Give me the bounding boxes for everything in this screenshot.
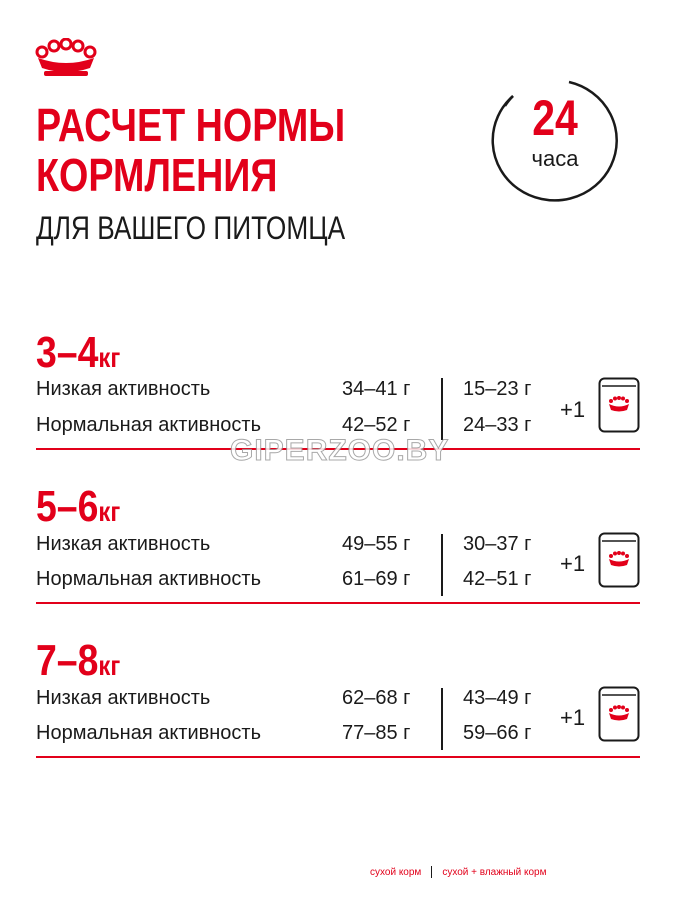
legend-separator bbox=[431, 866, 432, 878]
dry-wet-food-value: 15–23 г bbox=[463, 378, 532, 400]
section-divider bbox=[36, 756, 640, 758]
table-row bbox=[36, 683, 556, 713]
activity-label: Низкая активность bbox=[36, 533, 211, 555]
dry-wet-food-value: 42–51 г bbox=[463, 568, 532, 590]
activity-label: Нормальная активность bbox=[36, 568, 262, 590]
dry-food-value: 49–55 г bbox=[342, 533, 411, 555]
activity-label: Низкая активность bbox=[36, 687, 211, 709]
dry-food-value: 61–69 г bbox=[342, 568, 411, 590]
activity-label: Нормальная активность bbox=[36, 414, 262, 436]
dry-food-value: 62–68 г bbox=[342, 687, 411, 709]
hours-badge bbox=[483, 76, 627, 202]
dry-food-value: 34–41 г bbox=[342, 378, 411, 400]
page-title bbox=[36, 100, 345, 200]
activity-label: Нормальная активность bbox=[36, 722, 262, 744]
plus-pouch-label: +1 bbox=[560, 705, 586, 730]
section-5-6kg bbox=[36, 484, 640, 609]
plus-pouch-label: +1 bbox=[560, 551, 586, 576]
dry-wet-food-value: 43–49 г bbox=[463, 687, 532, 709]
plus-pouch-label: +1 bbox=[560, 397, 586, 422]
dry-food-value: 42–52 г bbox=[342, 414, 411, 436]
legend-dry-wet: сухой + влажный корм bbox=[442, 867, 547, 878]
weight-range: 3–4кг bbox=[36, 328, 121, 377]
table-row bbox=[36, 529, 556, 559]
column-separator bbox=[441, 688, 443, 750]
legend bbox=[370, 866, 546, 880]
weight-range: 7–8кг bbox=[36, 636, 121, 685]
pouch-icon bbox=[598, 686, 640, 742]
legend-dry: сухой корм bbox=[370, 867, 422, 878]
dry-food-value: 77–85 г bbox=[342, 722, 411, 744]
title-line-2: КОРМЛЕНИЯ bbox=[36, 149, 278, 201]
pouch-icon bbox=[598, 377, 640, 433]
watermark: GIPERZOO.BY bbox=[230, 434, 450, 467]
badge-number: 24 bbox=[532, 90, 578, 146]
title-line-1: РАСЧЕТ НОРМЫ bbox=[36, 99, 346, 151]
weight-range: 5–6кг bbox=[36, 482, 121, 531]
table-row bbox=[36, 564, 556, 594]
section-divider bbox=[36, 602, 640, 604]
section-7-8kg bbox=[36, 638, 640, 763]
dry-wet-food-value: 30–37 г bbox=[463, 533, 532, 555]
activity-label: Низкая активность bbox=[36, 378, 211, 400]
badge-unit: часа bbox=[531, 146, 579, 171]
pouch-icon bbox=[598, 532, 640, 588]
crown-icon bbox=[34, 38, 98, 78]
page-subtitle: ДЛЯ ВАШЕГО ПИТОМЦА bbox=[36, 210, 346, 246]
dry-wet-food-value: 59–66 г bbox=[463, 722, 532, 744]
table-row bbox=[36, 718, 556, 748]
column-separator bbox=[441, 534, 443, 596]
table-row bbox=[36, 374, 556, 404]
column-separator bbox=[441, 378, 443, 440]
dry-wet-food-value: 24–33 г bbox=[463, 414, 532, 436]
